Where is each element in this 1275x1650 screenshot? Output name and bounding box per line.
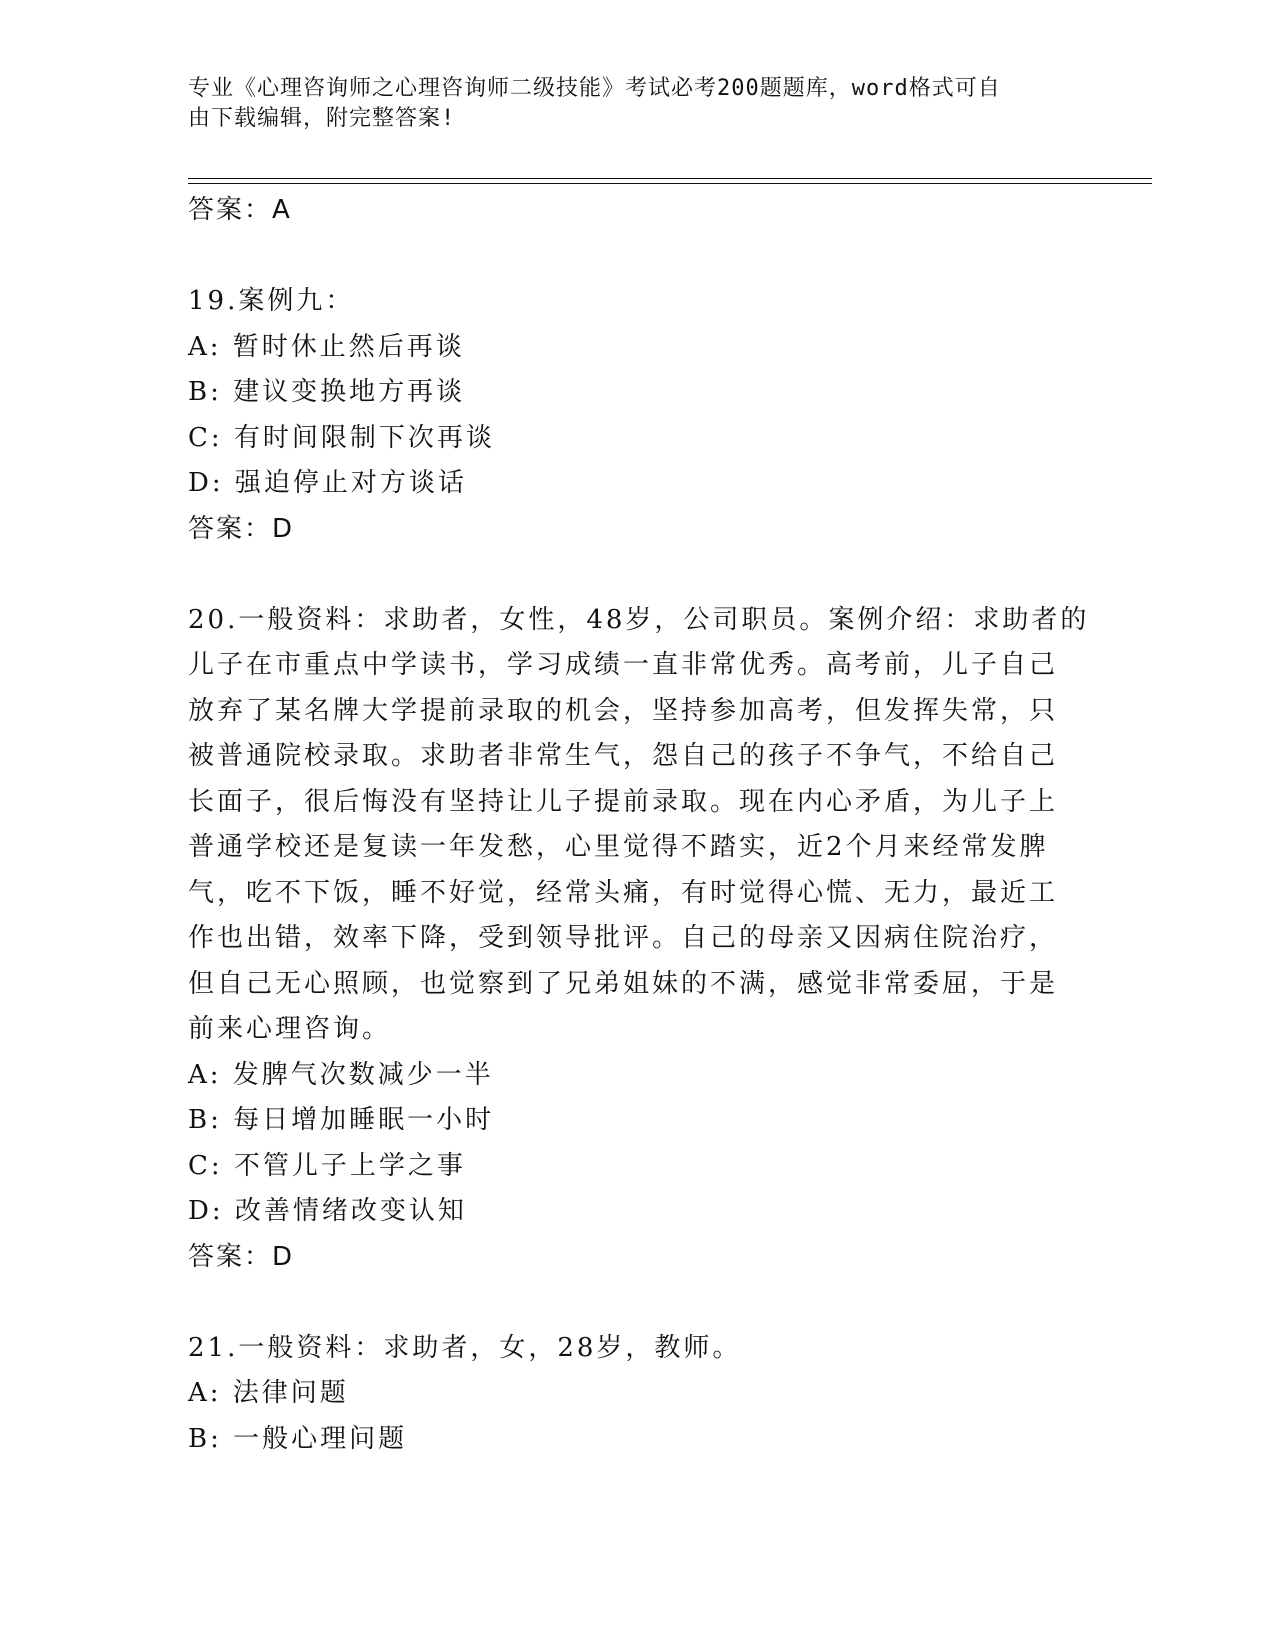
option-c: C: 不管儿子上学之事 — [188, 1150, 466, 1181]
answer-q19: 答案：D — [188, 513, 295, 544]
spacer — [188, 1280, 1088, 1326]
stem-line: 普通学校还是复读一年发愁，心里觉得不踏实，近2个月来经常发脾 — [188, 832, 1049, 862]
spacer — [188, 552, 1088, 598]
header-divider-bottom — [188, 183, 1152, 184]
stem-line: 前来心理咨询。 — [188, 1014, 392, 1044]
question-19 — [188, 279, 1088, 552]
option-a: A: 暂时休止然后再谈 — [188, 331, 465, 362]
option-b: B: 一般心理问题 — [188, 1423, 408, 1454]
stem-line: 但自己无心照顾，也觉察到了兄弟姐妹的不满，感觉非常委屈，于是 — [188, 968, 1059, 999]
stem-line: 作也出错，效率下降，受到领导批评。自己的母亲又因病住院治疗， — [188, 923, 1059, 953]
option-d: D: 强迫停止对方谈话 — [188, 468, 467, 498]
question-21 — [188, 1326, 1088, 1463]
option-a: A: 发脾气次数减少一半 — [188, 1059, 494, 1090]
question-stem: 19.案例九： — [188, 286, 355, 316]
header-line-1: 专业《心理咨询师之心理咨询师二级技能》考试必考200题题库，word格式可自 — [188, 76, 1001, 101]
stem-line: 20.一般资料：求助者，女性，48岁，公司职员。案例介绍：求助者的 — [188, 604, 1090, 635]
header-line-2: 由下载编辑，附完整答案! — [188, 106, 456, 131]
stem-line: 气，吃不下饭，睡不好觉，经常头痛，有时觉得心慌、无力，最近工 — [188, 877, 1059, 908]
question-stem: 21.一般资料：求助者，女，28岁，教师。 — [188, 1332, 742, 1363]
option-b: B: 建议变换地方再谈 — [188, 377, 466, 407]
stem-line: 放弃了某名牌大学提前录取的机会，坚持参加高考，但发挥失常，只 — [188, 695, 1059, 726]
question-stem — [188, 598, 1088, 1053]
option-d: D: 改善情绪改变认知 — [188, 1196, 467, 1226]
stem-line: 被普通院校录取。求助者非常生气，怨自己的孩子不争气，不给自己 — [188, 741, 1059, 771]
stem-line: 儿子在市重点中学读书，学习成绩一直非常优秀。高考前，儿子自己 — [188, 650, 1059, 680]
option-b: B: 每日增加睡眠一小时 — [188, 1105, 495, 1135]
answer-q18: 答案：A — [188, 195, 292, 225]
option-a: A: 法律问题 — [188, 1378, 349, 1408]
question-20 — [188, 598, 1088, 1281]
document-body — [188, 188, 1088, 1462]
document-header — [188, 74, 1068, 134]
spacer — [188, 234, 1088, 280]
option-c: C: 有时间限制下次再谈 — [188, 422, 495, 453]
stem-line: 长面子，很后悔没有坚持让儿子提前录取。现在内心矛盾，为儿子上 — [188, 786, 1059, 817]
header-divider-top — [188, 178, 1152, 179]
answer-q20: 答案：D — [188, 1241, 295, 1272]
